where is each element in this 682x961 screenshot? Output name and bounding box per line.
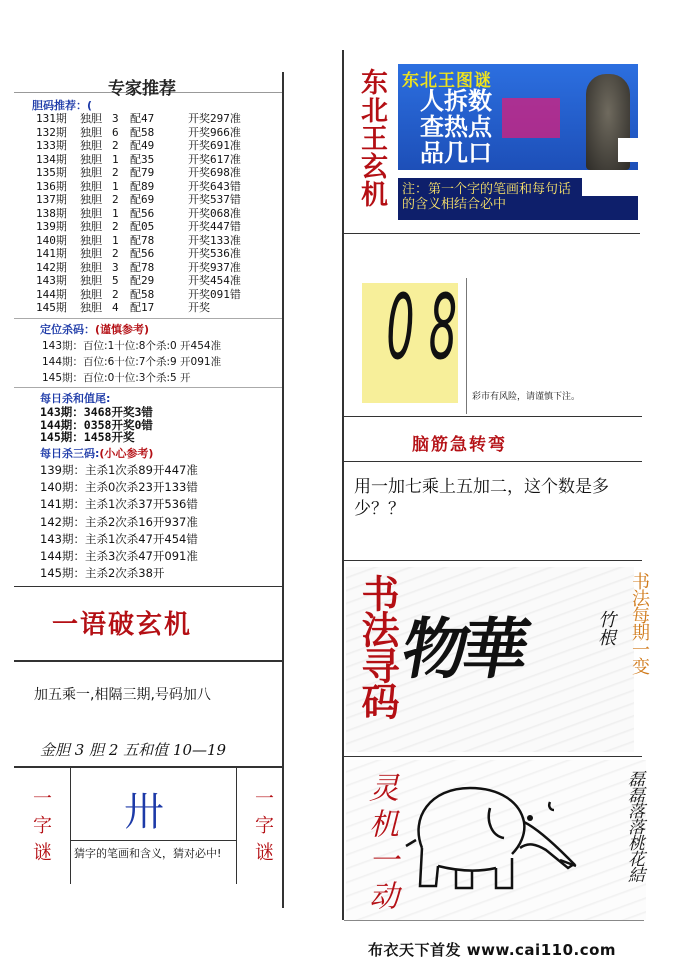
dan-cell-num: 2 xyxy=(112,139,119,152)
kill3-row: 140期：主杀0次杀23开133错 xyxy=(40,480,198,495)
dan-cell-pei: 配89 xyxy=(130,179,155,193)
kill3-title-wrap xyxy=(40,445,153,461)
pos-note: (谨慎参考) xyxy=(95,323,150,336)
dan-cell-period: 138期 xyxy=(36,206,67,220)
dan-cell-num: 1 xyxy=(112,152,119,166)
dan-cell-type: 独胆 xyxy=(80,233,102,247)
riddle-hint: 猜字的笔画和含义，猜对必中! xyxy=(74,847,222,860)
dan-cell-type: 独胆 xyxy=(80,220,102,233)
dan-cell-res: 开奖454准 xyxy=(188,274,241,287)
shufa-sign: 竹根 xyxy=(595,610,616,646)
pos-row: 143期：百位:1十位:8个杀:0 开454准 xyxy=(42,340,222,352)
dan-cell-num: 4 xyxy=(112,301,119,314)
yizimi-left: 一字谜 xyxy=(30,788,52,869)
dan-cell-period: 143期 xyxy=(36,274,67,287)
banner-white-box xyxy=(618,138,640,162)
dan-row xyxy=(36,234,268,248)
expert-title: 专家推荐 xyxy=(108,79,176,99)
dan-cell-type: 独胆 xyxy=(80,179,102,193)
risk-note: 彩市有风险，请谨慎下注。 xyxy=(472,392,581,402)
pos-title: 定位杀码： xyxy=(40,323,95,336)
dan-cell-type: 独胆 xyxy=(80,139,102,152)
lingji: 灵机一动 xyxy=(363,772,398,916)
dan-cell-res: 开奖966准 xyxy=(188,125,241,139)
dan-cell-num: 2 xyxy=(112,247,119,260)
dan-cell-num: 5 xyxy=(112,274,119,287)
kill3-row: 139期：主杀1次杀89开447准 xyxy=(40,463,198,477)
dan-cell-num: 3 xyxy=(112,260,119,274)
dan-cell-pei: 配78 xyxy=(130,260,155,274)
digits: 0 8 xyxy=(386,275,458,380)
yiyu-text: 加五乘一,相隔三期,号码加八 xyxy=(34,687,211,703)
kill3-row: 142期：主杀2次杀16开937准 xyxy=(40,514,198,529)
banner-lines xyxy=(420,88,492,166)
kill3-row: 143期：主杀1次杀47开454错 xyxy=(40,531,198,546)
dan-cell-num: 1 xyxy=(112,206,119,220)
daily-row: 144期：0358开奖0错 xyxy=(40,417,153,432)
kill3-title: 每日杀三码: xyxy=(40,447,100,460)
dan-cell-type: 独胆 xyxy=(80,287,102,301)
dan-cell-pei: 配78 xyxy=(130,233,155,247)
dan-cell-period: 135期 xyxy=(36,166,67,179)
riddle-char: 卅 xyxy=(124,789,164,835)
daily-table xyxy=(40,406,153,444)
dan-cell-period: 144期 xyxy=(36,287,67,301)
dongbei-banner xyxy=(398,64,638,170)
dan-cell-period: 132期 xyxy=(36,125,67,139)
dan-cell-res: 开奖068准 xyxy=(188,206,241,220)
dan-cell-period: 133期 xyxy=(36,139,67,152)
dan-row xyxy=(36,153,268,167)
dan-cell-res: 开奖297准 xyxy=(188,112,241,125)
dan-row xyxy=(36,126,268,140)
dan-cell-period: 136期 xyxy=(36,179,67,193)
dan-cell-type: 独胆 xyxy=(80,125,102,139)
dan-cell-period: 137期 xyxy=(36,193,67,206)
dan-cell-num: 6 xyxy=(112,125,119,139)
kill3-row: 145期：主杀2次杀38开 xyxy=(40,566,165,581)
naojin-text: 用一加七乘上五加二，这个数是多少？？ xyxy=(354,477,609,519)
dan-row xyxy=(36,288,268,302)
dan-row xyxy=(36,247,268,261)
banner-line: 品几口 xyxy=(420,139,492,167)
poem: 磊磊落落桃花結 xyxy=(624,770,644,882)
banner-line: 人拆数 xyxy=(420,87,492,115)
banner-top: 东北王图谜 xyxy=(402,71,492,91)
dan-cell-num: 3 xyxy=(112,112,119,125)
dan-cell-type: 独胆 xyxy=(80,152,102,166)
dan-row xyxy=(36,193,268,207)
dongbei-title: 东北王玄机 xyxy=(356,68,387,208)
dan-cell-type: 独胆 xyxy=(80,260,102,274)
dan-cell-res: 开奖536准 xyxy=(188,247,241,260)
dan-cell-period: 139期 xyxy=(36,220,67,233)
dan-row xyxy=(36,180,268,194)
dan-table xyxy=(36,112,268,315)
dan-cell-pei: 配56 xyxy=(130,206,155,220)
dan-cell-num: 2 xyxy=(112,220,119,233)
dan-cell-type: 独胆 xyxy=(80,206,102,220)
dan-cell-type: 独胆 xyxy=(80,274,102,287)
dan-label: 胆码推荐：( xyxy=(32,99,93,112)
banner-note-white xyxy=(582,178,640,196)
shufa-title: 书法寻码 xyxy=(355,574,400,718)
dan-row xyxy=(36,112,268,126)
dan-row xyxy=(36,139,268,153)
daily-row: 145期：1458开奖 xyxy=(40,430,135,444)
dan-cell-type: 独胆 xyxy=(80,247,102,260)
yizimi-right: 一字谜 xyxy=(252,788,274,869)
kill3-row: 141期：主杀1次杀37开536错 xyxy=(40,497,198,512)
dan-cell-res: 开奖691准 xyxy=(188,139,241,152)
dan-row xyxy=(36,220,268,234)
dan-cell-period: 140期 xyxy=(36,233,67,247)
pos-row: 144期：百位:6十位:7个杀:9 开091准 xyxy=(42,356,222,368)
footer: 布衣天下首发 www.cai110.com xyxy=(368,941,617,959)
kill3-row: 144期：主杀3次杀47开091准 xyxy=(40,549,198,564)
dan-cell-period: 141期 xyxy=(36,247,67,260)
dan-cell-pei: 配56 xyxy=(130,247,155,260)
dan-cell-pei: 配49 xyxy=(130,139,155,152)
dan-cell-num: 2 xyxy=(112,287,119,301)
yiyu-title: 一语破玄机 xyxy=(52,610,193,640)
daily-title: 每日杀和值尾: xyxy=(40,392,111,405)
banner-stamp xyxy=(502,98,560,138)
dan-cell-type: 独胆 xyxy=(80,112,102,125)
dan-cell-pei: 配35 xyxy=(130,152,155,166)
dan-cell-pei: 配29 xyxy=(130,274,155,287)
dan-cell-res: 开奖 xyxy=(188,301,210,314)
dan-cell-res: 开奖133准 xyxy=(188,233,241,247)
dan-cell-num: 1 xyxy=(112,233,119,247)
dan-cell-period: 145期 xyxy=(36,301,67,314)
elephant-drawing xyxy=(400,778,580,894)
naojin-title: 脑筋急转弯 xyxy=(412,435,507,455)
dan-cell-type: 独胆 xyxy=(80,166,102,179)
shufa-chars: 物華 xyxy=(396,610,530,688)
dan-cell-pei: 配69 xyxy=(130,193,155,206)
kill3-note: (小心参考) xyxy=(99,447,154,460)
jindan-text: 金胆 3 胆 2 五和值 10—19 xyxy=(40,741,227,759)
dan-cell-pei: 配47 xyxy=(130,112,155,125)
dan-row xyxy=(36,207,268,221)
dan-cell-res: 开奖643错 xyxy=(188,179,241,193)
shufa-sub: 书法每期一变 xyxy=(629,572,650,674)
dan-row xyxy=(36,274,268,288)
dan-cell-period: 131期 xyxy=(36,112,67,125)
pos-table xyxy=(42,338,221,386)
dan-cell-num: 1 xyxy=(112,179,119,193)
banner-line: 查热点 xyxy=(420,113,492,141)
dan-cell-pei: 配79 xyxy=(130,166,155,179)
dan-row xyxy=(36,261,268,275)
dan-cell-res: 开奖447错 xyxy=(188,220,241,233)
dan-cell-pei: 配17 xyxy=(130,301,155,314)
dan-cell-pei: 配58 xyxy=(130,287,155,301)
dan-row xyxy=(36,166,268,180)
pos-title-wrap xyxy=(40,321,149,337)
dan-cell-num: 2 xyxy=(112,193,119,206)
dan-cell-num: 2 xyxy=(112,166,119,179)
dan-cell-res: 开奖698准 xyxy=(188,166,241,179)
dan-cell-period: 142期 xyxy=(36,260,67,274)
daily-row: 143期：3468开奖3错 xyxy=(40,405,153,419)
dan-cell-res: 开奖537错 xyxy=(188,193,241,206)
dan-cell-type: 独胆 xyxy=(80,301,102,314)
dan-cell-res: 开奖091错 xyxy=(188,287,241,301)
pos-row: 145期：百位:0十位:3个杀:5 开 xyxy=(42,372,191,384)
dan-cell-res: 开奖617准 xyxy=(188,152,241,166)
banner-note: 注：第一个字的笔画和每句话的含义相结合必中 xyxy=(402,182,572,212)
dan-row xyxy=(36,301,268,315)
dan-cell-period: 134期 xyxy=(36,152,67,166)
dan-cell-pei: 配58 xyxy=(130,125,155,139)
kill3-table xyxy=(40,462,198,582)
dan-cell-pei: 配05 xyxy=(130,220,155,233)
dan-cell-type: 独胆 xyxy=(80,193,102,206)
dan-cell-res: 开奖937准 xyxy=(188,260,241,274)
